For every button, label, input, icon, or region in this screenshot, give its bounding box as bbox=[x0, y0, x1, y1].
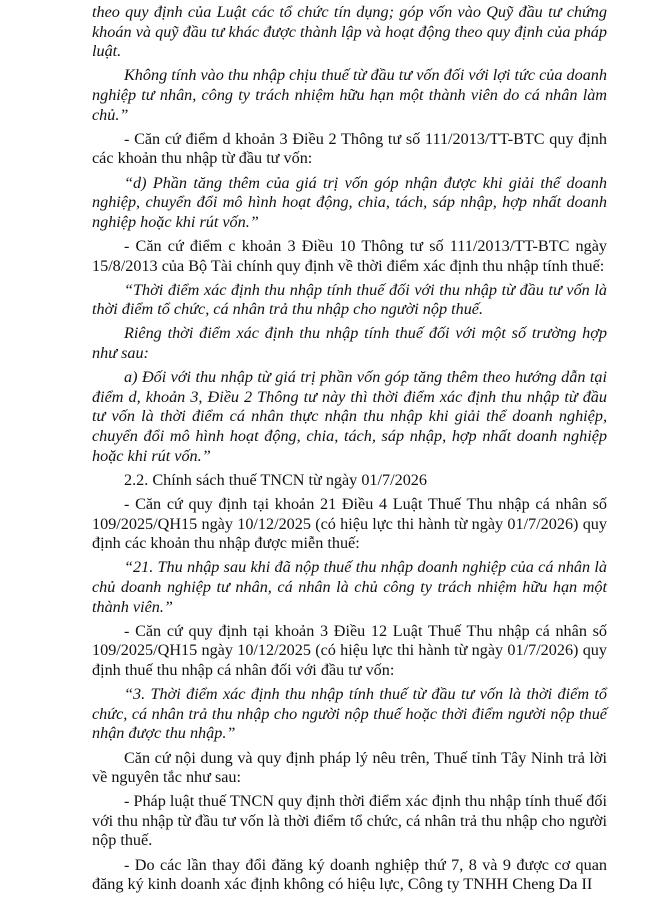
paragraph-quote-point-d: “d) Phần tăng thêm của giá trị vốn góp nhận được khi giải thể doanh nghiệp, chuyển đổi mô hình hoạt động, chia, tách, sáp nhập, hợp nhất doanh nghiệp hoặc khi rút vốn.” bbox=[92, 173, 607, 231]
paragraph-basis-tt111-art10: - Căn cứ điểm c khoản 3 Điều 10 Thông tư số 111/2013/TT-BTC ngày 15/8/2013 của Bộ Tài chính quy định về thời điểm xác định thu nhập tính thuế: bbox=[92, 236, 607, 275]
paragraph-basis-law-art12: - Căn cứ quy định tại khoản 3 Điều 12 Luật Thuế Thu nhập cá nhân số 109/2025/QH15 ngày 10/12/2025 (có hiệu lực thi hành từ ngày 01/7/2026) quy định thuế thu nhập cá nhân đối với đầu tư vốn: bbox=[92, 621, 607, 679]
section-heading-2-2: 2.2. Chính sách thuế TNCN từ ngày 01/7/2026 bbox=[124, 470, 427, 489]
paragraph-response-point-2: - Do các lần thay đổi đăng ký doanh nghiệp thứ 7, 8 và 9 được cơ quan đăng ký kinh doanh xác định không có hiệu lực, Công ty TNHH Cheng Da II bbox=[92, 855, 607, 894]
paragraph-response-point-1: - Pháp luật thuế TNCN quy định thời điểm xác định thu nhập tính thuế đối với thu nhập từ đầu tư vốn là thời điểm tổ chức, cá nhân trả thu nhập cho người nộp thuế. bbox=[92, 792, 607, 850]
paragraph-quote-item-21: “21. Thu nhập sau khi đã nộp thuế thu nhập doanh nghiệp của cá nhân là chủ doanh nghiệp tư nhân, cá nhân là chủ công ty trách nhiệm hữu hạn một thành viên.” bbox=[92, 558, 607, 616]
paragraph-quote-special-cases: Riêng thời điểm xác định thu nhập tính thuế đối với một số trường hợp như sau: bbox=[92, 324, 607, 363]
paragraph-basis-tt111-art2: - Căn cứ điểm d khoản 3 Điều 2 Thông tư số 111/2013/TT-BTC quy định các khoản thu nhập từ đầu tư vốn: bbox=[92, 129, 607, 168]
paragraph-basis-law-art4: - Căn cứ quy định tại khoản 21 Điều 4 Luật Thuế Thu nhập cá nhân số 109/2025/QH15 ngày 10/12/2025 (có hiệu lực thi hành từ ngày 01/7/2026) quy định các khoản thu nhập được miễn thuế: bbox=[92, 495, 607, 553]
paragraph-quote-continuation: theo quy định của Luật các tổ chức tín dụng; góp vốn vào Quỹ đầu tư chứng khoán và quỹ đầu tư khác được thành lập và hoạt động theo quy định của pháp luật. bbox=[92, 3, 607, 61]
paragraph-quote-exclusion: Không tính vào thu nhập chịu thuế từ đầu tư vốn đối với lợi tức của doanh nghiệp tư nhân, công ty trách nhiệm hữu hạn một thành viên do cá nhân làm chủ.” bbox=[92, 66, 607, 124]
paragraph-quote-timing: “Thời điểm xác định thu nhập tính thuế đối với thu nhập từ đầu tư vốn là thời điểm tổ chức, cá nhân trả thu nhập cho người nộp thuế. bbox=[92, 280, 607, 319]
document-page bbox=[92, 3, 607, 899]
paragraph-quote-item-3: “3. Thời điểm xác định thu nhập tính thuế từ đầu tư vốn là thời điểm tổ chức, cá nhân trả thu nhập cho người nộp thuế hoặc thời điểm người nộp thuế nhận được thu nhập.” bbox=[92, 685, 607, 743]
paragraph-response-intro: Căn cứ nội dung và quy định pháp lý nêu trên, Thuế tỉnh Tây Ninh trả lời về nguyên tắc như sau: bbox=[92, 748, 607, 787]
paragraph-quote-point-a: a) Đối với thu nhập từ giá trị phần vốn góp tăng thêm theo hướng dẫn tại điểm d, khoản 3, Điều 2 Thông tư này thì thời điểm xác định thu nhập từ đầu tư vốn là thời điểm cá nhân thực nhận thu nhập khi giải thể doanh nghiệp, chuyển đổi mô hình hoạt động, chia, tách, sáp nhập, hợp nhất doanh nghiệp hoặc khi rút vốn.” bbox=[92, 368, 607, 465]
